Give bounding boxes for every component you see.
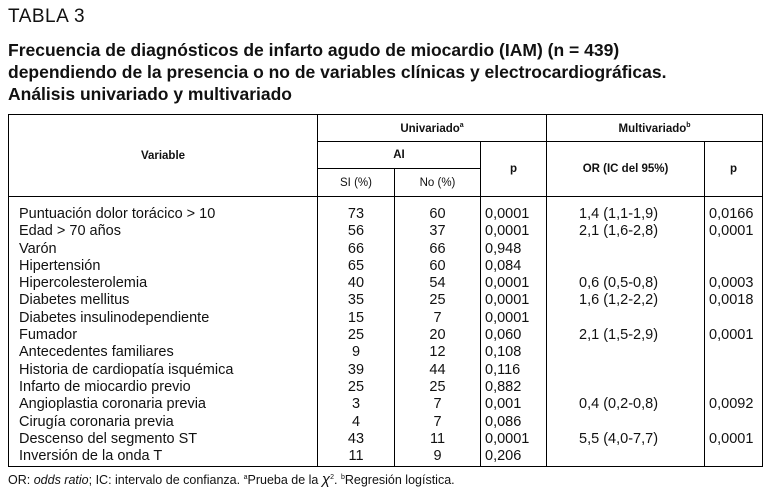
header-p-multivariado: p	[705, 142, 763, 197]
cell-si: 66	[318, 241, 395, 258]
cell-si: 65	[318, 258, 395, 275]
cell-si: 56	[318, 223, 395, 240]
cell-p2: 0,0166	[705, 197, 763, 224]
cell-no: 11	[395, 431, 481, 448]
table-row	[9, 362, 763, 379]
table-row	[9, 275, 763, 292]
cell-no: 60	[395, 258, 481, 275]
cell-si: 4	[318, 414, 395, 431]
cell-variable: Edad > 70 años	[9, 223, 318, 240]
cell-p: 0,0001	[481, 431, 547, 448]
cell-si: 15	[318, 310, 395, 327]
cell-p: 0,108	[481, 344, 547, 361]
cell-or	[547, 414, 705, 431]
cell-variable: Fumador	[9, 327, 318, 344]
cell-p2	[705, 448, 763, 467]
cell-si: 9	[318, 344, 395, 361]
cell-p: 0,0001	[481, 292, 547, 309]
cell-si: 43	[318, 431, 395, 448]
cell-or	[547, 258, 705, 275]
cell-p2: 0,0092	[705, 396, 763, 413]
cell-variable: Puntuación dolor torácico > 10	[9, 197, 318, 224]
table-label: TABLA 3	[8, 6, 86, 27]
cell-or	[547, 448, 705, 467]
cell-variable: Hipertensión	[9, 258, 318, 275]
table-body	[9, 197, 763, 467]
cell-p: 0,0001	[481, 310, 547, 327]
cell-variable: Antecedentes familiares	[9, 344, 318, 361]
cell-variable: Hipercolesterolemia	[9, 275, 318, 292]
cell-p: 0,084	[481, 258, 547, 275]
cell-variable: Diabetes insulinodependiente	[9, 310, 318, 327]
title-line: dependiendo de la presencia o no de variables clínicas y electrocardiográficas.	[8, 62, 667, 82]
cell-variable: Descenso del segmento ST	[9, 431, 318, 448]
cell-no: 7	[395, 396, 481, 413]
cell-p2	[705, 258, 763, 275]
cell-p2: 0,0003	[705, 275, 763, 292]
cell-p2: 0,0001	[705, 431, 763, 448]
header-p: p	[481, 142, 547, 197]
table-row	[9, 344, 763, 361]
header-si: SI (%)	[318, 169, 395, 197]
cell-variable: Angioplastia coronaria previa	[9, 396, 318, 413]
cell-or: 2,1 (1,6-2,8)	[547, 223, 705, 240]
cell-p: 0,0001	[481, 197, 547, 224]
cell-variable: Inversión de la onda T	[9, 448, 318, 467]
cell-or	[547, 310, 705, 327]
cell-no: 7	[395, 310, 481, 327]
cell-no: 66	[395, 241, 481, 258]
header-multivariado: Multivariado$^b$	[547, 115, 763, 142]
cell-p2	[705, 414, 763, 431]
header-or: OR (IC del 95%)	[547, 142, 705, 197]
cell-p: 0,882	[481, 379, 547, 396]
cell-or	[547, 241, 705, 258]
cell-p: 0,001	[481, 396, 547, 413]
table-row	[9, 292, 763, 309]
cell-si: 35	[318, 292, 395, 309]
cell-variable: Varón	[9, 241, 318, 258]
cell-no: 7	[395, 414, 481, 431]
cell-p2: 0,0001	[705, 327, 763, 344]
cell-variable: Cirugía coronaria previa	[9, 414, 318, 431]
cell-si: 39	[318, 362, 395, 379]
header-univariado: Univariado$^a$	[318, 115, 547, 142]
header-no: No (%)	[395, 169, 481, 197]
cell-or	[547, 362, 705, 379]
table-title	[8, 39, 763, 105]
table-row	[9, 448, 763, 467]
table-row	[9, 327, 763, 344]
cell-or: 1,4 (1,1-1,9)	[547, 197, 705, 224]
cell-p2	[705, 241, 763, 258]
cell-no: 20	[395, 327, 481, 344]
cell-or	[547, 344, 705, 361]
table-row	[9, 241, 763, 258]
cell-or: 5,5 (4,0-7,7)	[547, 431, 705, 448]
cell-variable: Diabetes mellitus	[9, 292, 318, 309]
cell-no: 9	[395, 448, 481, 467]
cell-p2	[705, 310, 763, 327]
title-line: Frecuencia de diagnósticos de infarto agudo de miocardio (IAM) (n = 439)	[8, 40, 620, 60]
cell-variable: Infarto de miocardio previo	[9, 379, 318, 396]
cell-no: 12	[395, 344, 481, 361]
cell-p: 0,116	[481, 362, 547, 379]
cell-no: 37	[395, 223, 481, 240]
cell-p: 0,060	[481, 327, 547, 344]
cell-p: 0,0001	[481, 275, 547, 292]
cell-si: 40	[318, 275, 395, 292]
data-table	[8, 114, 763, 467]
cell-p: 0,0001	[481, 223, 547, 240]
table-row	[9, 223, 763, 240]
table-row	[9, 379, 763, 396]
cell-or: 2,1 (1,5-2,9)	[547, 327, 705, 344]
table-row	[9, 414, 763, 431]
cell-si: 11	[318, 448, 395, 467]
cell-p: 0,206	[481, 448, 547, 467]
table-row	[9, 396, 763, 413]
cell-no: 25	[395, 292, 481, 309]
table-row	[9, 431, 763, 448]
cell-no: 60	[395, 197, 481, 224]
cell-p: 0,948	[481, 241, 547, 258]
title-line: Análisis univariado y multivariado	[8, 84, 292, 104]
cell-p2	[705, 379, 763, 396]
table-row	[9, 258, 763, 275]
cell-p: 0,086	[481, 414, 547, 431]
table-row	[9, 197, 763, 224]
cell-si: 25	[318, 379, 395, 396]
footnote: OR: odds ratio; IC: intervalo de confianza. $^a$Prueba de la $\chi^2$. $^b$Regresión logística.	[8, 471, 455, 488]
cell-si: 3	[318, 396, 395, 413]
cell-p2	[705, 362, 763, 379]
cell-or: 0,6 (0,5-0,8)	[547, 275, 705, 292]
cell-no: 54	[395, 275, 481, 292]
cell-si: 73	[318, 197, 395, 224]
cell-p2	[705, 344, 763, 361]
cell-or	[547, 379, 705, 396]
header-ai: AI	[318, 142, 481, 169]
cell-si: 25	[318, 327, 395, 344]
cell-p2: 0,0001	[705, 223, 763, 240]
cell-p2: 0,0018	[705, 292, 763, 309]
cell-or: 1,6 (1,2-2,2)	[547, 292, 705, 309]
cell-or: 0,4 (0,2-0,8)	[547, 396, 705, 413]
header-variable: Variable	[9, 115, 318, 197]
cell-variable: Historia de cardiopatía isquémica	[9, 362, 318, 379]
cell-no: 25	[395, 379, 481, 396]
table-wrapper	[8, 114, 762, 467]
table-row	[9, 310, 763, 327]
cell-no: 44	[395, 362, 481, 379]
